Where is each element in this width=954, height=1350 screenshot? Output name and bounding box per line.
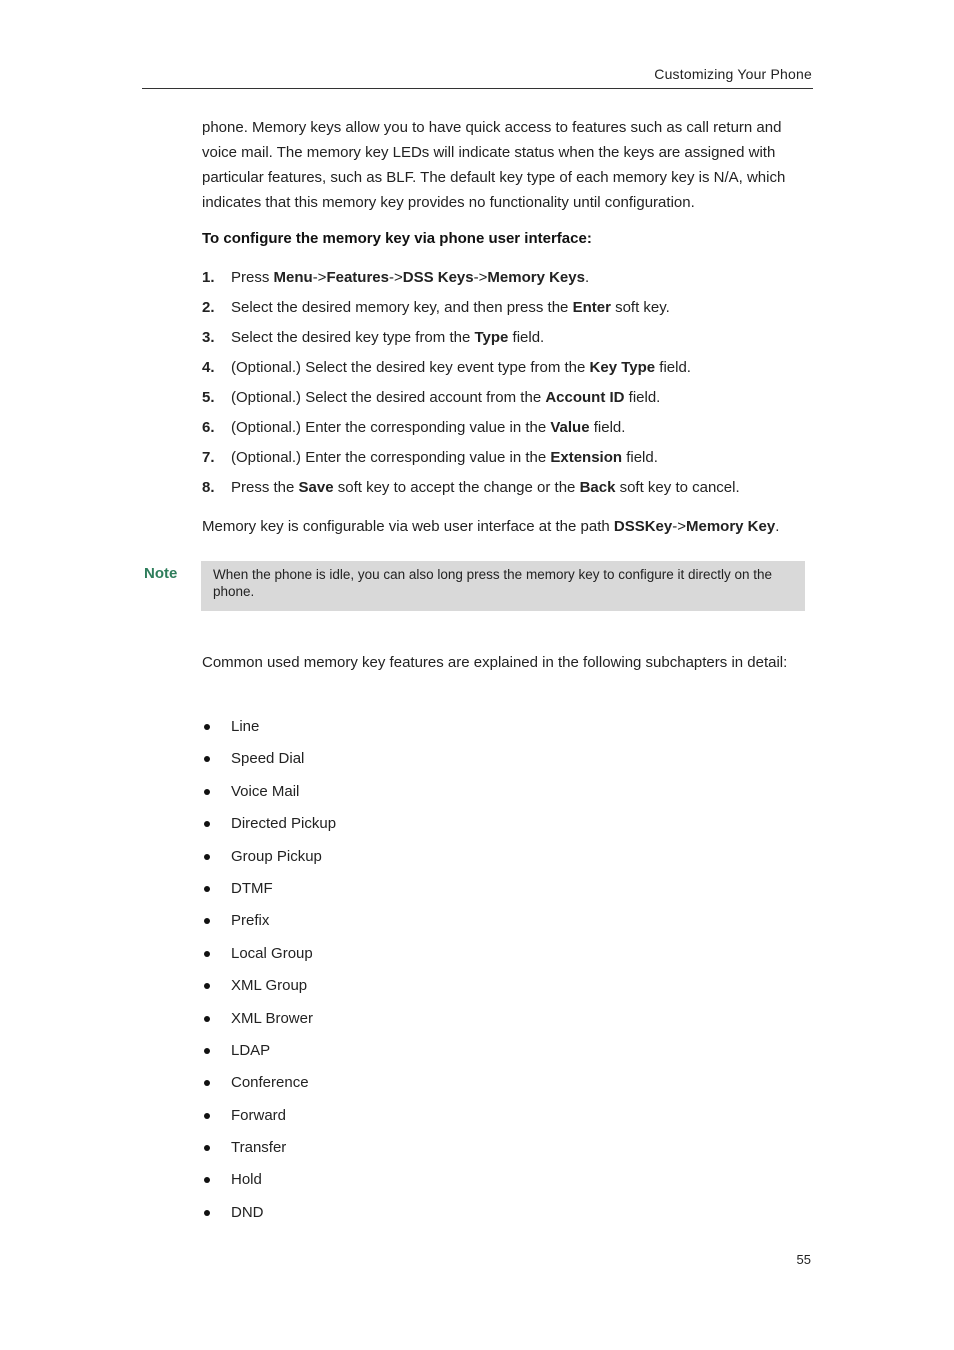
step-text-run: ->	[473, 269, 488, 286]
step-text	[231, 355, 691, 381]
step-text	[231, 445, 658, 471]
step-text-run: (Optional.) Select the desired account from the	[231, 389, 546, 406]
step-text-run: soft key to cancel.	[615, 479, 740, 496]
step-number: 5.	[202, 389, 215, 406]
bullet-icon	[204, 1210, 210, 1216]
step-text-run: (Optional.) Enter the corresponding value in the	[231, 449, 551, 466]
bullet-icon	[204, 918, 210, 924]
feature-label: Directed Pickup	[231, 815, 337, 833]
ui-term: Back	[579, 479, 616, 496]
ui-term: Memory Keys	[487, 269, 585, 286]
step-text-run: soft key to accept the change or the	[333, 479, 580, 496]
web-path-prefix: Memory key is configurable via web user interface at the path	[202, 518, 614, 535]
step-text-run: field.	[508, 329, 545, 346]
step-text-run: (Optional.) Enter the corresponding value in the	[231, 419, 551, 436]
ui-term: Type	[474, 329, 509, 346]
feature-label: Forward	[231, 1106, 287, 1124]
feature-label: Hold	[231, 1171, 262, 1189]
ui-term: Value	[550, 419, 590, 436]
procedure-steps	[202, 265, 822, 505]
step-text	[231, 325, 544, 351]
step-number: 7.	[202, 449, 215, 466]
bullet-icon	[204, 1113, 210, 1119]
bullet-icon	[204, 854, 210, 860]
feature-label: Prefix	[231, 912, 270, 930]
web-path-dsskey: DSSKey	[613, 518, 673, 535]
step-text-run: (Optional.) Select the desired key event type from the	[231, 359, 590, 376]
web-path-memory-key: Memory Key	[686, 518, 776, 535]
running-header: Customizing Your Phone	[654, 66, 812, 82]
bullet-icon	[204, 1016, 210, 1022]
step-text-run: .	[584, 269, 590, 286]
bullet-icon	[204, 1048, 210, 1054]
step-text	[231, 295, 670, 321]
step-number: 4.	[202, 359, 215, 376]
step-text-run: field.	[624, 389, 661, 406]
feature-label: Conference	[231, 1074, 309, 1092]
step-text	[231, 265, 589, 291]
procedure-step	[202, 355, 822, 385]
bullet-icon	[204, 1080, 210, 1086]
ui-term: DSS Keys	[402, 269, 474, 286]
feature-label: Group Pickup	[231, 847, 322, 865]
feature-label: Line	[231, 718, 260, 735]
step-number: 8.	[202, 479, 215, 496]
bullet-icon	[204, 886, 210, 892]
step-number: 1.	[202, 269, 215, 286]
web-path-paragraph	[202, 514, 814, 539]
procedure-step	[202, 325, 822, 355]
bullet-icon	[204, 983, 210, 989]
common-paragraph: Common used memory key features are explained in the following subchapters in detail:	[202, 654, 788, 671]
ui-term: Features	[326, 269, 389, 286]
feature-label: XML Group	[231, 977, 308, 995]
step-text-run: field.	[622, 449, 658, 466]
feature-label: Transfer	[231, 1139, 287, 1157]
ui-term: Account ID	[545, 389, 625, 406]
ui-term: Enter	[572, 299, 611, 316]
feature-label: DND	[231, 1203, 264, 1221]
step-text-run: Select the desired memory key, and then press the	[231, 299, 573, 316]
bullet-icon	[204, 756, 210, 762]
step-text-run: Press the	[231, 479, 299, 496]
step-text	[231, 415, 625, 441]
feature-label: LDAP	[231, 1041, 271, 1059]
bullet-icon	[204, 1145, 210, 1151]
step-text-run: field.	[589, 419, 626, 436]
ui-term: Save	[298, 479, 334, 496]
step-text-run: Select the desired key type from the	[231, 329, 475, 346]
step-number: 6.	[202, 419, 215, 436]
procedure-step	[202, 475, 822, 505]
ui-term: Key Type	[589, 359, 656, 376]
step-text-run: soft key.	[610, 299, 670, 316]
procedure-step	[202, 415, 822, 445]
bullet-icon	[204, 724, 210, 730]
feature-label: Speed Dial	[231, 750, 305, 768]
bullet-icon	[204, 789, 210, 795]
step-text-run: Press	[231, 269, 274, 286]
step-text	[231, 385, 660, 411]
page-number: 55	[796, 1252, 811, 1267]
note-box: When the phone is idle, you can also long press the memory key to configure it directly on the phone.	[201, 561, 805, 611]
step-number: 3.	[202, 329, 215, 346]
feature-label: DTMF	[231, 879, 273, 897]
step-text-run: ->	[388, 269, 403, 286]
step-text-run: ->	[312, 269, 327, 286]
procedure-step	[202, 295, 822, 325]
procedure-step	[202, 265, 822, 295]
note-label: Note	[144, 565, 178, 582]
step-text-run: field.	[655, 359, 691, 376]
ui-term: Extension	[550, 449, 623, 466]
procedure-step	[202, 385, 822, 415]
feature-label: Local Group	[231, 944, 313, 962]
bullet-icon	[204, 821, 210, 827]
procedure-title: To configure the memory key via phone user interface:	[202, 230, 592, 247]
ui-term: Menu	[273, 269, 313, 286]
header-rule	[142, 88, 813, 89]
bullet-icon	[204, 1177, 210, 1183]
feature-label: XML Brower	[231, 1009, 313, 1027]
intro-paragraph: phone. Memory keys allow you to have quick access to features such as call return and voice mail. The memory key LEDs will indicate status when the keys are assigned with particular features, such as BLF. The default key type of each memory key is N/A, which indicates that this memory key provides no functionality until configuration.	[202, 119, 786, 211]
web-path-suffix: .	[775, 518, 780, 535]
web-path-arrow: ->	[672, 518, 686, 535]
step-number: 2.	[202, 299, 215, 316]
feature-label: Voice Mail	[231, 782, 300, 800]
bullet-icon	[204, 951, 210, 957]
procedure-step	[202, 445, 822, 475]
step-text	[231, 475, 740, 501]
